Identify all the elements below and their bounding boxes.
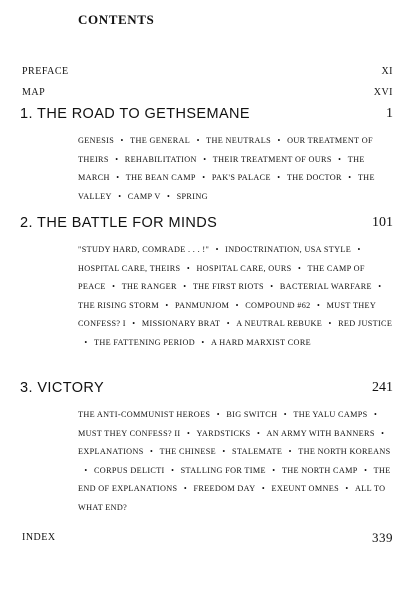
bullet-separator: • xyxy=(196,136,200,145)
topic-list xyxy=(78,241,393,353)
bullet-separator: • xyxy=(116,173,120,183)
chapter-topic: STALLING FOR TIME xyxy=(180,465,266,475)
bullet-separator: • xyxy=(261,484,266,494)
part-page-number: 1 xyxy=(386,106,393,121)
bullet-separator: • xyxy=(202,173,206,183)
contents-heading: CONTENTS xyxy=(78,12,155,27)
chapter-topic: MUST THEY CONFESS? II xyxy=(78,428,181,438)
bullet-separator: • xyxy=(345,484,349,494)
back-matter-index xyxy=(22,532,393,546)
bullet-separator: • xyxy=(120,136,124,145)
bullet-separator: • xyxy=(277,136,281,145)
chapter-topic: THE NORTH CAMP xyxy=(281,465,358,475)
bullet-separator: • xyxy=(226,319,230,329)
bullet-separator: • xyxy=(272,465,276,475)
bullet-separator: • xyxy=(215,245,219,254)
chapter-topic: THE RANGER xyxy=(121,282,177,292)
bullet-separator: • xyxy=(115,154,119,164)
part-2 xyxy=(20,215,393,353)
chapter-topic: INDOCTRINATION, USA STYLE xyxy=(225,245,352,254)
back-matter-page: 339 xyxy=(372,530,393,545)
bullet-separator: • xyxy=(201,337,205,347)
chapter-topic: SPRING xyxy=(176,191,208,201)
chapter-topic: ALL TO WHAT END? xyxy=(78,484,386,512)
part-3 xyxy=(20,380,393,518)
bullet-separator: • xyxy=(317,300,321,310)
bullet-separator: • xyxy=(171,465,175,475)
chapter-topic: A NEUTRAL REBUKE xyxy=(236,319,323,329)
bullet-separator: • xyxy=(118,191,122,201)
bullet-separator: • xyxy=(364,465,368,475)
front-matter-page: XVI xyxy=(373,87,393,98)
bullet-separator: • xyxy=(112,282,116,292)
chapter-topic: MISSIONARY BRAT xyxy=(141,319,221,329)
chapter-topic: OUR TREATMENT OF THEIRS xyxy=(78,136,373,164)
front-matter-label: MAP xyxy=(22,87,46,98)
part-heading xyxy=(20,106,393,124)
chapter-topic: THE FATTENING PERIOD xyxy=(94,337,195,347)
bullet-separator: • xyxy=(381,428,385,438)
chapter-topic: THE VALLEY xyxy=(78,173,375,201)
part-page-number: 101 xyxy=(372,215,393,230)
chapter-topic: YARDSTICKS xyxy=(196,428,251,438)
front-matter-label: PREFACE xyxy=(22,66,69,77)
bullet-separator: • xyxy=(277,173,281,183)
chapter-topic: THE BEAN CAMP xyxy=(125,173,196,183)
bullet-separator: • xyxy=(132,319,136,329)
bullet-separator: • xyxy=(328,319,332,329)
back-matter-label: INDEX xyxy=(22,532,56,543)
part-heading xyxy=(20,215,393,233)
chapter-topic: BACTERIAL WARFARE xyxy=(279,282,372,292)
chapter-topic: MUST THEY CONFESS? I xyxy=(78,300,376,329)
chapter-topic: PAK'S PALACE xyxy=(211,173,271,183)
chapter-topic: GENESIS xyxy=(78,136,115,145)
bullet-separator: • xyxy=(235,300,239,310)
bullet-separator: • xyxy=(357,245,361,254)
front-matter-map xyxy=(22,87,393,101)
bullet-separator: • xyxy=(373,410,378,419)
chapter-topic: A HARD MARXIST CORE xyxy=(211,337,311,347)
bullet-separator: • xyxy=(270,282,274,292)
chapter-topic: HOSPITAL CARE, OURS xyxy=(196,263,292,273)
bullet-separator: • xyxy=(216,410,220,419)
chapter-topic: THE ANTI-COMMUNIST HEROES xyxy=(78,410,211,419)
chapter-topic: THE DOCTOR xyxy=(286,173,342,183)
part-heading xyxy=(20,380,393,398)
chapter-topic: AN ARMY WITH BANNERS xyxy=(266,428,375,438)
topic-list xyxy=(78,132,393,206)
bullet-separator: • xyxy=(84,337,88,347)
chapter-topic: THE MARCH xyxy=(78,154,365,183)
chapter-topic: EXPLANATIONS xyxy=(78,447,144,457)
bullet-separator: • xyxy=(297,263,302,273)
bullet-separator: • xyxy=(84,465,88,475)
chapter-topic: EXEUNT OMNES xyxy=(271,484,339,494)
chapter-topic: THE CHINESE xyxy=(159,447,216,457)
chapter-topic: CAMP V xyxy=(127,191,161,201)
chapter-topic: COMPOUND #62 xyxy=(245,300,311,310)
front-matter-preface xyxy=(22,66,393,80)
bullet-separator: • xyxy=(183,484,188,494)
chapter-topic: PANMUNJOM xyxy=(174,300,230,310)
chapter-topic: HOSPITAL CARE, THEIRS xyxy=(78,263,181,273)
chapter-topic: THE NORTH KOREANS xyxy=(298,447,391,457)
chapter-topic: THE GENERAL xyxy=(130,136,191,145)
chapter-topic: THE END OF EXPLANATIONS xyxy=(78,465,391,494)
bullet-separator: • xyxy=(288,447,292,457)
part-title: 1. THE ROAD TO GETHSEMANE xyxy=(20,106,250,122)
bullet-separator: • xyxy=(256,428,261,438)
chapter-topic: THE YALU CAMPS xyxy=(293,410,368,419)
bullet-separator: • xyxy=(378,282,382,292)
chapter-topic: THE CAMP OF PEACE xyxy=(78,263,365,292)
chapter-topic: "STUDY HARD, COMRADE . . . !" xyxy=(78,245,210,254)
bullet-separator: • xyxy=(186,428,191,438)
bullet-separator: • xyxy=(338,154,342,164)
bullet-separator: • xyxy=(222,447,226,457)
chapter-topic: REHABILITATION xyxy=(124,154,197,164)
topic-list xyxy=(78,406,393,518)
front-matter-page: XI xyxy=(381,66,393,77)
chapter-topic: THE NEUTRALS xyxy=(206,136,272,145)
bullet-separator: • xyxy=(165,300,169,310)
chapter-topic: STALEMATE xyxy=(232,447,283,457)
chapter-topic: CORPUS DELICTI xyxy=(94,465,165,475)
chapter-topic: FREEDOM DAY xyxy=(193,484,256,494)
chapter-topic: THE FIRST RIOTS xyxy=(192,282,264,292)
chapter-topic: RED JUSTICE xyxy=(338,319,393,329)
bullet-separator: • xyxy=(183,282,187,292)
chapter-topic: BIG SWITCH xyxy=(226,410,278,419)
bullet-separator: • xyxy=(283,410,287,419)
bullet-separator: • xyxy=(348,173,352,183)
bullet-separator: • xyxy=(186,263,191,273)
part-title: 2. THE BATTLE FOR MINDS xyxy=(20,215,218,231)
part-title: 3. VICTORY xyxy=(20,380,105,396)
part-page-number: 241 xyxy=(372,380,393,395)
chapter-topic: THE RISING STORM xyxy=(78,300,159,310)
bullet-separator: • xyxy=(203,154,207,164)
bullet-separator: • xyxy=(167,191,171,201)
chapter-topic: THEIR TREATMENT OF OURS xyxy=(212,154,332,164)
part-1 xyxy=(20,106,393,206)
bullet-separator: • xyxy=(150,447,154,457)
